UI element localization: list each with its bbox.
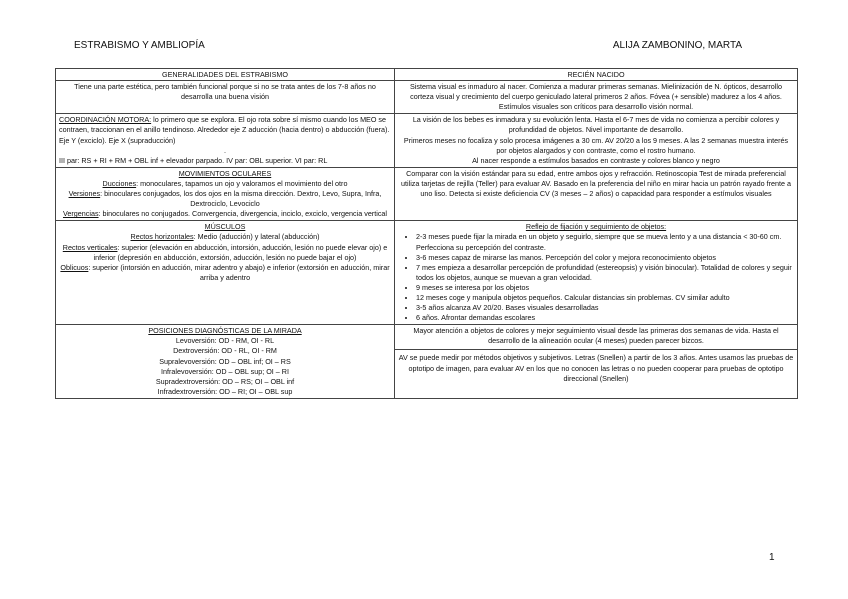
cell-sistema-visual bbox=[395, 81, 798, 114]
cell-reflejo-fijacion bbox=[395, 221, 798, 325]
posicion-line: Levoversión: OD - RM, OI - RL bbox=[175, 336, 275, 346]
table-row bbox=[56, 221, 798, 325]
list-item: • 2-3 meses puede fijar la mirada en un objeto y seguirlo, siempre que se mueva lento y a una distancia < 30-60 cm. Perfecciona su percepción del contraste. bbox=[416, 232, 794, 252]
table-row bbox=[56, 81, 798, 114]
page-number: 1 bbox=[769, 552, 775, 563]
ducciones-label: Ducciones bbox=[102, 178, 137, 188]
pares-craneales-text: III par: RS + RI + RM + OBL inf + elevador parpado. IV par: OBL superior. VI par: RL bbox=[59, 155, 328, 165]
sistema-visual-text: Sistema visual es inmaduro al nacer. Comienza a madurar primeras semanas. Mielinización de N. ópticos, desarrollo corteza visual y crecimiento del cuerpo geniculado lateral primeros 2 años. Fóvea (+ sensible) madurez a los 4 años. bbox=[410, 82, 782, 102]
cell-posiciones-diagnosticas bbox=[56, 325, 395, 399]
list-item: • 6 años. Afrontar demandas escolares bbox=[416, 313, 794, 323]
oblicuos-label: Oblicuos bbox=[60, 262, 89, 272]
rectos-verticales-text: : superior (elevación en abducción, intorsión, aducción, lesión no puede elevar ojo) e inferior (depresión en abducción, extorsión, aducción, lesión no puede bajar el ojo) bbox=[93, 242, 388, 262]
vergencias-label: Vergencias bbox=[62, 209, 99, 219]
estimulos-text: Estímulos visuales son críticos para desarrollo visión normal. bbox=[498, 102, 694, 112]
document-title: ESTRABISMO Y AMBLIOPÍA bbox=[74, 40, 205, 51]
posicion-line: Infralevoversión: OD – OBL sup; OI – RI bbox=[161, 366, 289, 376]
rectos-horizontales-text: : Medio (aducción) y lateral (abducción) bbox=[193, 232, 320, 242]
rectos-horizontales-label: Rectos horizontales bbox=[130, 232, 194, 242]
posicion-line: Dextroversión: OD - RL, OI - RM bbox=[173, 346, 277, 356]
table-row bbox=[56, 114, 798, 167]
vision-line: La visión de los bebes es inmadura y su evolución lenta. Hasta el 6-7 mes de vida no comienza a percibir colores y profundidad de objetos. Nivel importante de desarrollo. bbox=[412, 115, 780, 135]
rectos-verticales-label: Rectos verticales bbox=[62, 242, 118, 252]
versiones-entry bbox=[59, 189, 391, 209]
vision-line: Al nacer responde a estímulos basados en contraste y colores blanco y negro bbox=[472, 155, 720, 165]
content-table bbox=[55, 68, 798, 399]
versiones-label: Versiones bbox=[68, 189, 101, 199]
cell-test-mirada-preferencial: Comparar con la visión estándar para su edad, entre ambos ojos y refracción. Retinoscopia Test de mirada preferencial utiliza tarjetas de rejilla (Teller) para evaluar AV. Basado en la preferencia del niño en mirar hacia un patrón rayado frente a uno liso. Detecta si existe deficiencia CV (3 meses – 2 años) o capacidad para responder a estímulos visuales bbox=[395, 167, 798, 220]
cell-atencion-av bbox=[395, 325, 798, 399]
vision-line: Primeros meses no focaliza y solo procesa imágenes a 30 cm. AV 20/20 a los 9 meses. A las 2 semanas muestra interés por objetos alargados y con contraste, como el rostro humano. bbox=[403, 135, 789, 155]
cell-generalidades: Tiene una parte estética, pero también funcional porque si no se trata antes de los 7-8 años no desarrolla una buena visión bbox=[56, 81, 395, 114]
right-column-header: RECIÉN NACIDO bbox=[395, 69, 798, 81]
oblicuos-entry bbox=[59, 263, 391, 283]
posicion-line: Infradextroversión: OD – RI; OI – OBL sup bbox=[157, 386, 293, 396]
list-item: • 9 meses se interesa por los objetos bbox=[416, 283, 794, 293]
cell-vision-bebes bbox=[395, 114, 798, 167]
page-header bbox=[74, 40, 742, 51]
posicion-line: Supralevoversión: OD – OBL inf; OI – RS bbox=[159, 356, 291, 366]
ducciones-text: : monoculares, tapamos un ojo y valoramos el movimiento del otro bbox=[136, 178, 348, 188]
list-item: • 3-6 meses capaz de mirarse las manos. Percepción del color y mejora reconocimiento objetos bbox=[416, 253, 794, 263]
hitos-list bbox=[398, 232, 794, 323]
atencion-text: Mayor atención a objetos de colores y mejor seguimiento visual desde las primeras dos semanas de vida. Hasta el desarrollo de la alineación ocular (4 meses) pueden parecer bizcos. bbox=[413, 326, 779, 346]
document-author: ALIJA ZAMBONINO, MARTA bbox=[612, 40, 742, 51]
coordinacion-label: COORDINACIÓN MOTORA: bbox=[59, 115, 152, 125]
rectos-horizontales-entry bbox=[59, 232, 391, 242]
movimientos-title: MOVIMIENTOS OCULARES bbox=[178, 168, 272, 178]
posiciones-title: POSICIONES DIAGNÓSTICAS DE LA MIRADA bbox=[148, 326, 302, 336]
vergencias-entry bbox=[59, 209, 391, 219]
ducciones-entry bbox=[59, 179, 391, 189]
av-medicion-text: AV se puede medir por métodos objetivos y subjetivos. Letras (Snellen) a partir de los 3 años. Antes usamos las pruebas de optotipo de imagen, para evaluar AV en los que no conocen las letras o no pueden cooperar para pruebas de optotipo direccional (Snellen) bbox=[395, 349, 797, 383]
coordinacion-dot: . bbox=[224, 145, 226, 155]
coordinacion-text: lo primero que se explora. El ojo rota sobre sí mismo cuando los MEO se contraen, traccionan en el anillo tendinoso. Alrededor eje Z aducción (hacia dentro) o abducción (fuera). Eje Y (exciclo). Eje X (supraducción) bbox=[59, 115, 390, 145]
left-column-header: GENERALIDADES DEL ESTRABISMO bbox=[56, 69, 395, 81]
posicion-line: Supradextroversión: OD – RS; OI – OBL inf bbox=[155, 376, 295, 386]
cell-musculos bbox=[56, 221, 395, 325]
rectos-verticales-entry bbox=[59, 243, 391, 263]
musculos-title: MÚSCULOS bbox=[204, 222, 246, 232]
oblicuos-text: : superior (intorsión en aducción, mirar adentro y abajo) e inferior (extorsión en aducción, mirar arriba y adentro bbox=[88, 262, 390, 282]
versiones-text: : binoculares conjugados, los dos ojos en la misma dirección. Dextro, Levo, Supra, Infra, Dextrociclo, Levociclo bbox=[100, 189, 382, 209]
table-row bbox=[56, 167, 798, 220]
vergencias-text: : binoculares no conjugados. Convergencia, divergencia, inciclo, exciclo, vergencia vertical bbox=[98, 209, 388, 219]
cell-movimientos-oculares bbox=[56, 167, 395, 220]
reflejo-title: Reflejo de fijación y seguimiento de objetos: bbox=[525, 222, 667, 232]
cell-coordinacion-motora bbox=[56, 114, 395, 167]
table-row bbox=[56, 325, 798, 399]
table-header-row bbox=[56, 69, 798, 81]
list-item: • 7 mes empieza a desarrollar percepción de profundidad (estereopsis) y visión binocular). Totalidad de colores y seguir todos los objetos, aunque se muevan a gran velocidad. bbox=[416, 263, 794, 283]
list-item: • 3-5 años alcanza AV 20/20. Bases visuales desarrolladas bbox=[416, 303, 794, 313]
list-item: • 12 meses coge y manipula objetos pequeños. Calcular distancias sin problemas. CV similar adulto bbox=[416, 293, 794, 303]
